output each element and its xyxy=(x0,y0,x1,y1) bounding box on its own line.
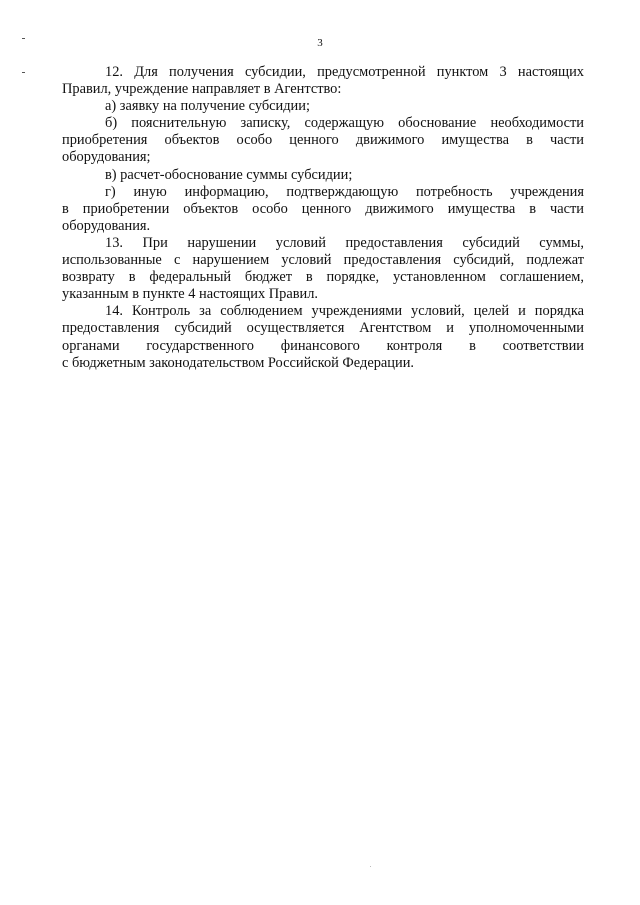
text-line: использованные с нарушением условий предоставления субсидий, подлежат xyxy=(62,252,584,269)
paragraph-12-c xyxy=(62,167,584,184)
paragraph-12-d xyxy=(62,184,584,235)
page-number: 3 xyxy=(317,37,323,49)
text-line: г) иную информацию, подтверждающую потребность учреждения xyxy=(105,183,584,200)
text-line: 13. При нарушении условий предоставления субсидий суммы, xyxy=(105,234,584,251)
text-line: органами государственного финансового контроля в соответствии xyxy=(62,337,584,354)
scan-artifact xyxy=(22,72,25,73)
text-line: в приобретении объектов особо ценного движимого имущества в части xyxy=(62,200,584,217)
scan-artifact xyxy=(370,866,371,867)
paragraph-12-a xyxy=(62,98,584,115)
text-line: оборудования. xyxy=(62,217,151,234)
text-line: указанным в пункте 4 настоящих Правил. xyxy=(62,286,319,303)
text-line: возврату в федеральный бюджет в порядке, установленном соглашением, xyxy=(62,269,584,286)
text-line: а) заявку на получение субсидии; xyxy=(105,98,310,115)
paragraph-13 xyxy=(62,235,584,303)
paragraph-12 xyxy=(62,64,584,98)
text-line: б) пояснительную записку, содержащую обоснование необходимости xyxy=(105,115,584,132)
document-body xyxy=(62,64,584,372)
text-line: 14. Контроль за соблюдением учреждениями условий, целей и порядка xyxy=(105,303,584,320)
text-line: Правил, учреждение направляет в Агентство: xyxy=(62,81,342,98)
paragraph-14 xyxy=(62,303,584,371)
text-line: приобретения объектов особо ценного движимого имущества в части xyxy=(62,132,584,149)
text-line: с бюджетным законодательством Российской Федерации. xyxy=(62,354,414,371)
paragraph-12-b xyxy=(62,115,584,166)
text-line: оборудования; xyxy=(62,149,151,166)
text-line: в) расчет-обоснование суммы субсидии; xyxy=(105,166,353,183)
text-line: предоставления субсидий осуществляется Агентством и уполномоченными xyxy=(62,320,584,337)
text-line: 12. Для получения субсидии, предусмотренной пунктом 3 настоящих xyxy=(105,64,584,80)
